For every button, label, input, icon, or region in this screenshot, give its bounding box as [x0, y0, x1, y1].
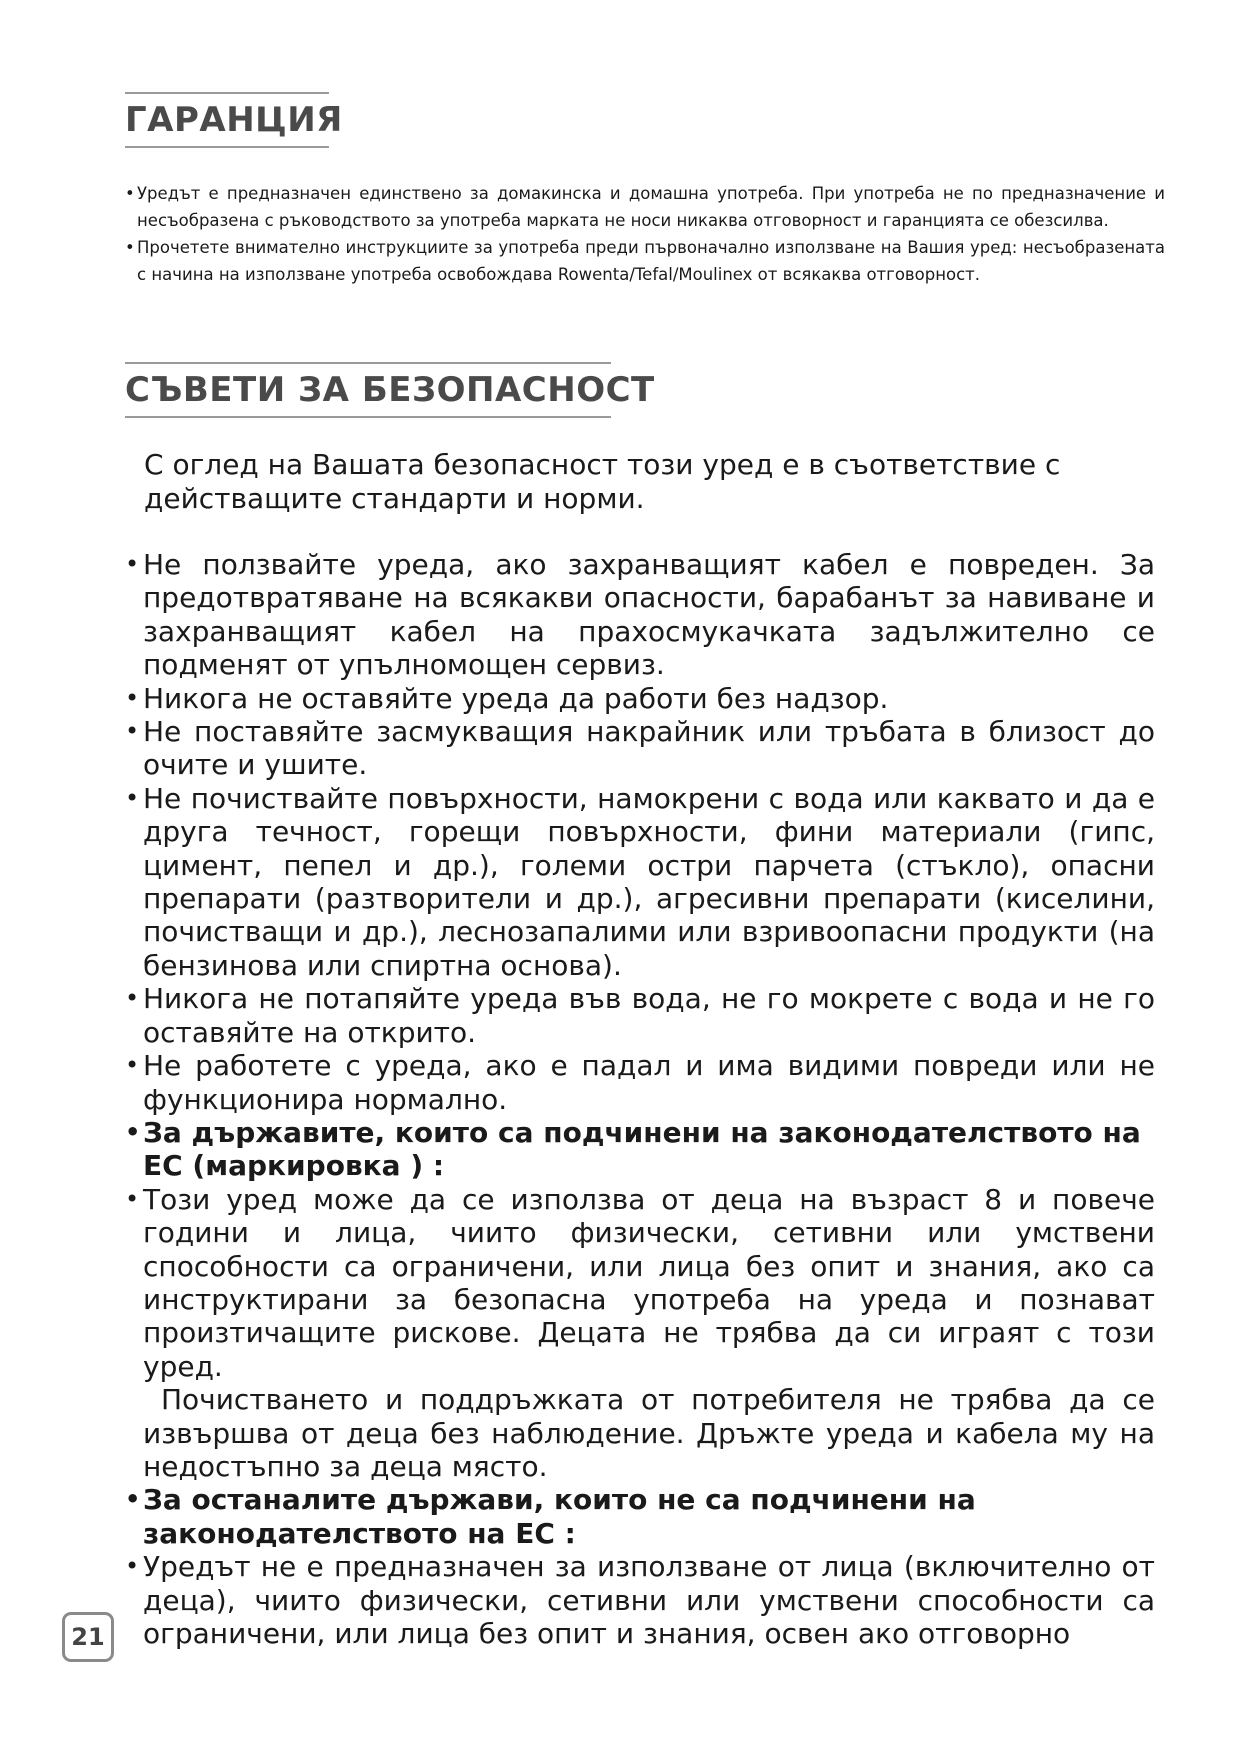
- safety-item-text: Не почиствайте повърхности, намокрени с вода или каквато и да е друга течност, горещи повърхности, фини материали (гипс, цимент, пепел и др.), големи остри парчета (стъкло), опасни препарати (разтворители и др.), агресивни препарати (киселини, почистващи и др.), леснозапалими или взривоопасни продукти (на бензинова или спиртна основа).: [143, 781, 1155, 982]
- warranty-heading: ГАРАНЦИЯ: [125, 100, 343, 140]
- safety-item-text: За останалите държави, които не са подчинени на законодателството на ЕС :: [143, 1483, 976, 1550]
- safety-heading-block: [125, 362, 655, 418]
- safety-item: [125, 982, 1155, 1049]
- safety-item: [125, 782, 1155, 982]
- safety-subheading-non-eu: [125, 1483, 1155, 1550]
- warranty-item: [125, 180, 1165, 234]
- safety-item: [125, 1550, 1155, 1650]
- safety-subheading-eu: [125, 1116, 1155, 1183]
- safety-item-text: Не работете с уреда, ако е падал и има видими повреди или не функционира нормално.: [143, 1049, 1155, 1116]
- safety-item: [125, 682, 1155, 715]
- bullet-icon: •: [125, 683, 140, 712]
- bullet-icon: •: [125, 1184, 140, 1213]
- safety-item-text: Не ползвайте уреда, ако захранващият кабел е повреден. За предотвратяване на всякакви опасности, барабанът за навиване и захранващият кабел на прахосмукачката задължително се подменят от упълномощен сервиз.: [143, 548, 1155, 682]
- safety-intro: С оглед на Вашата безопасност този уред е в съответствие с действащите стандарти и норми.: [144, 448, 1061, 515]
- safety-item-text: Никога не оставяйте уреда да работи без надзор.: [143, 681, 889, 715]
- safety-item-continuation: [125, 1383, 1155, 1483]
- safety-item-text: Уредът не е предназначен за използване от лица (включително от деца), чиито физически, сетивни или умствени способности са ограничени, или лица без опит и знания, освен ако отговорно: [143, 1550, 1155, 1650]
- safety-item-text: Никога не потапяйте уреда във вода, не го мокрете с вода и не го оставяйте на открито.: [143, 982, 1155, 1049]
- bullet-icon: •: [125, 184, 135, 203]
- safety-heading: СЪВЕТИ ЗА БЕЗОПАСНОСТ: [125, 370, 655, 410]
- bullet-icon: •: [125, 550, 140, 578]
- warranty-heading-block: [125, 92, 343, 148]
- bullet-icon: •: [125, 984, 140, 1013]
- safety-item: [125, 548, 1155, 682]
- warranty-item: [125, 234, 1165, 288]
- safety-item-text: Почистването и поддръжката от потребителя не трябва да се извършва от деца без наблюдение. Дръжте уреда и кабела му на недостъпно за деца място.: [143, 1383, 1155, 1483]
- bullet-icon: •: [125, 1117, 141, 1146]
- safety-item-text: За държавите, които са подчинени на законодателството на ЕС (маркировка ) :: [143, 1115, 1141, 1183]
- bullet-icon: •: [125, 717, 140, 746]
- warranty-item-text: Уредът е предназначен единствено за домакинска и домашна употреба. При употреба не по предназначение и несъобразена с ръководството за употреба марката не носи никаква отговорност и гаранцията се обезсилва.: [137, 184, 1165, 230]
- bullet-icon: •: [125, 238, 135, 257]
- safety-list: [125, 548, 1155, 1650]
- bullet-icon: •: [125, 1051, 140, 1080]
- safety-item: [125, 1183, 1155, 1383]
- safety-item-text: Този уред може да се използва от деца на възраст 8 и повече години и лица, чиито физически, сетивни или умствени способности са ограничени, или лица без опит и знания, ако са инструктирани за безопасна употреба на уреда и познават произтичащите рискове. Децата не трябва да си играят с този уред.: [143, 1182, 1155, 1383]
- safety-item: [125, 715, 1155, 782]
- safety-item-text: Не поставяйте засмукващия накрайник или тръбата в близост до очите и ушите.: [143, 715, 1155, 782]
- warranty-list: [125, 180, 1165, 288]
- bullet-icon: •: [125, 1552, 140, 1581]
- page-number: 21: [62, 1612, 114, 1662]
- warranty-item-text: Прочетете внимателно инструкциите за употреба преди първоначално използване на Вашия уред: несъобразената с начина на използване употреба освобождава Rowenta/Tefal/Moulinex от всякаква отговорност.: [137, 238, 1165, 284]
- bullet-icon: •: [125, 783, 140, 812]
- safety-item: [125, 1049, 1155, 1116]
- bullet-icon: •: [125, 1485, 141, 1514]
